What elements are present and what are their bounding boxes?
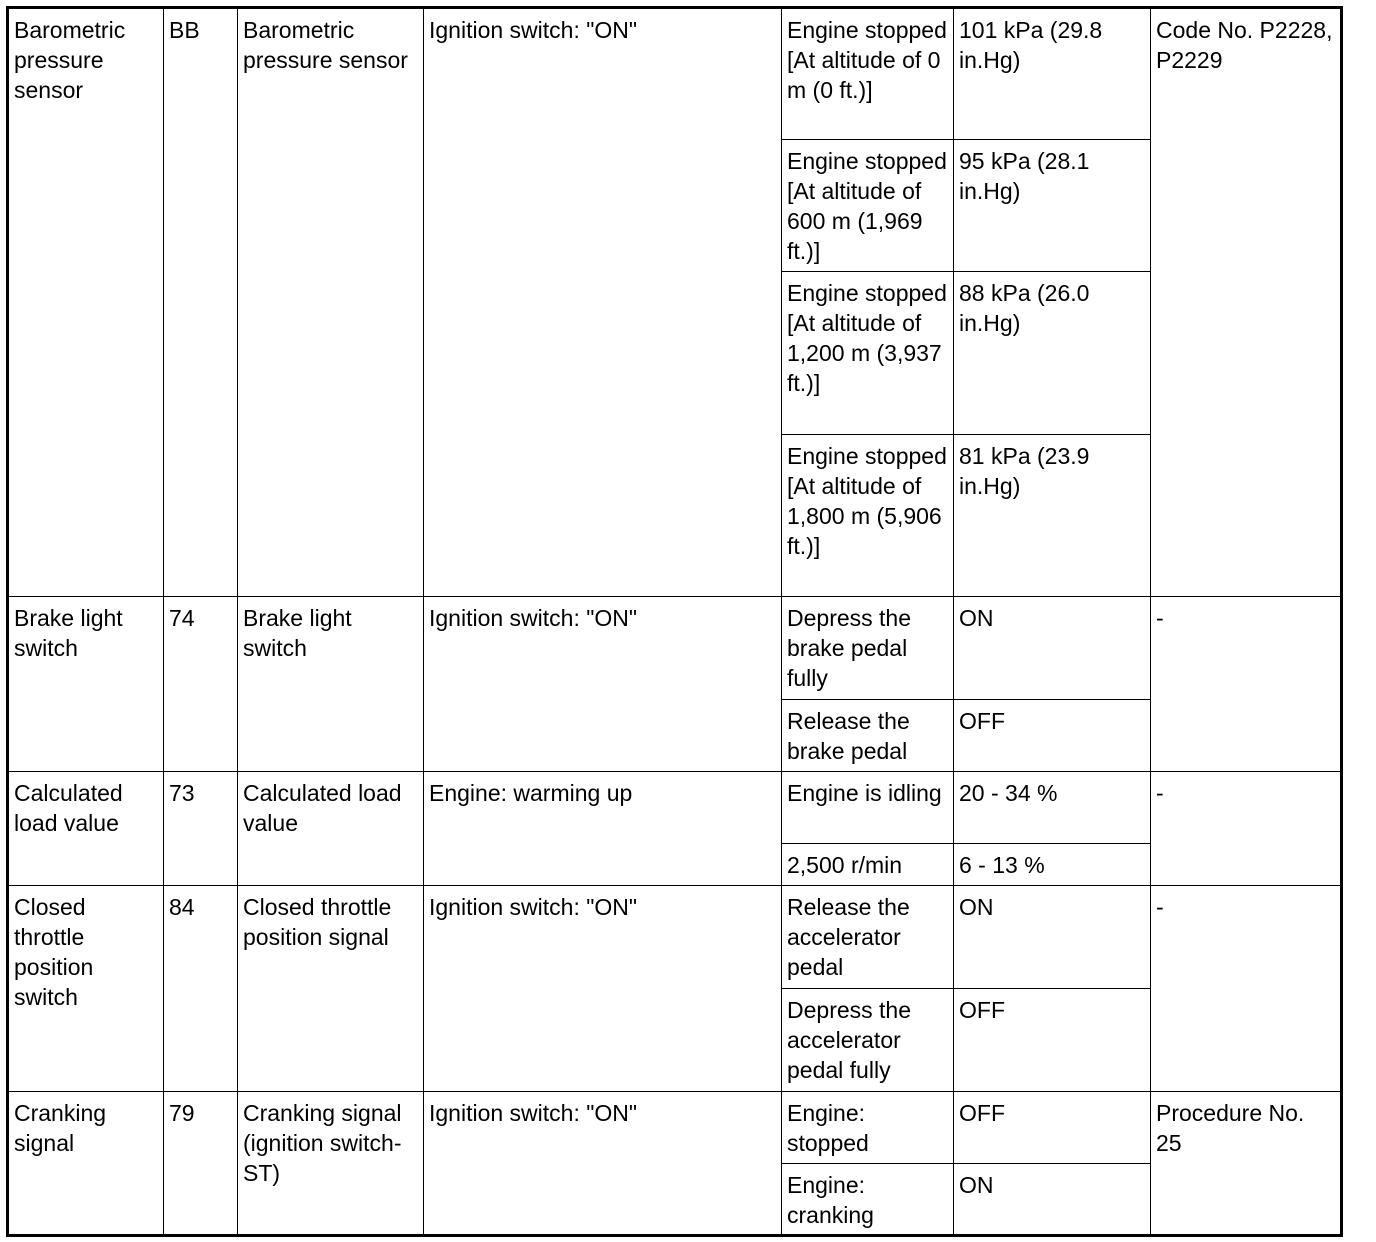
state-cell: Depress the accelerator pedal fully xyxy=(782,989,954,1092)
value-cell: OFF xyxy=(954,1092,1151,1164)
value-cell: OFF xyxy=(954,989,1151,1092)
state-cell: Engine: stopped xyxy=(782,1092,954,1164)
item-name-cell: Brake light switch xyxy=(238,597,424,772)
reference-cell: Procedure No. 25 xyxy=(1151,1092,1342,1236)
state-cell: Engine: cranking xyxy=(782,1164,954,1236)
value-cell: 81 kPa (23.9 in.Hg) xyxy=(954,435,1151,597)
value-cell: ON xyxy=(954,1164,1151,1236)
sid-cell: BB xyxy=(164,8,238,597)
item-cell: Closed throttle position switch xyxy=(8,886,164,1092)
condition-cell: Engine: warming up xyxy=(424,772,782,886)
state-cell: Engine stopped [At altitude of 1,800 m (5,906 ft.)] xyxy=(782,435,954,597)
value-cell: OFF xyxy=(954,700,1151,772)
reference-cell: - xyxy=(1151,597,1342,772)
spec-table-page xyxy=(6,6,1343,1237)
item-name-cell: Barometric pressure sensor xyxy=(238,8,424,597)
data-list-table xyxy=(6,6,1343,1237)
state-cell: Engine stopped [At altitude of 1,200 m (3,937 ft.)] xyxy=(782,272,954,435)
table-row xyxy=(8,597,1342,700)
sid-cell: 73 xyxy=(164,772,238,886)
value-cell: 20 - 34 % xyxy=(954,772,1151,844)
item-name-cell: Calculated load value xyxy=(238,772,424,886)
table-row xyxy=(8,8,1342,140)
table-row xyxy=(8,772,1342,844)
state-cell: 2,500 r/min xyxy=(782,844,954,886)
item-cell: Cranking signal xyxy=(8,1092,164,1236)
value-cell: 101 kPa (29.8 in.Hg) xyxy=(954,8,1151,140)
value-cell: 95 kPa (28.1 in.Hg) xyxy=(954,140,1151,272)
item-name-cell: Cranking signal (ignition switch-ST) xyxy=(238,1092,424,1236)
sid-cell: 74 xyxy=(164,597,238,772)
reference-cell: - xyxy=(1151,772,1342,886)
value-cell: 88 kPa (26.0 in.Hg) xyxy=(954,272,1151,435)
value-cell: ON xyxy=(954,597,1151,700)
state-cell: Depress the brake pedal fully xyxy=(782,597,954,700)
condition-cell: Ignition switch: "ON" xyxy=(424,597,782,772)
condition-cell: Ignition switch: "ON" xyxy=(424,886,782,1092)
state-cell: Release the accelerator pedal xyxy=(782,886,954,989)
value-cell: ON xyxy=(954,886,1151,989)
state-cell: Engine is idling xyxy=(782,772,954,844)
condition-cell: Ignition switch: "ON" xyxy=(424,8,782,597)
table-row xyxy=(8,886,1342,989)
item-cell: Calculated load value xyxy=(8,772,164,886)
state-cell: Release the brake pedal xyxy=(782,700,954,772)
sid-cell: 84 xyxy=(164,886,238,1092)
state-cell: Engine stopped [At altitude of 0 m (0 ft.)] xyxy=(782,8,954,140)
condition-cell: Ignition switch: "ON" xyxy=(424,1092,782,1236)
item-cell: Barometric pressure sensor xyxy=(8,8,164,597)
sid-cell: 79 xyxy=(164,1092,238,1236)
state-cell: Engine stopped [At altitude of 600 m (1,969 ft.)] xyxy=(782,140,954,272)
reference-cell: - xyxy=(1151,886,1342,1092)
value-cell: 6 - 13 % xyxy=(954,844,1151,886)
item-name-cell: Closed throttle position signal xyxy=(238,886,424,1092)
table-row xyxy=(8,1092,1342,1164)
item-cell: Brake light switch xyxy=(8,597,164,772)
reference-cell: Code No. P2228, P2229 xyxy=(1151,8,1342,597)
